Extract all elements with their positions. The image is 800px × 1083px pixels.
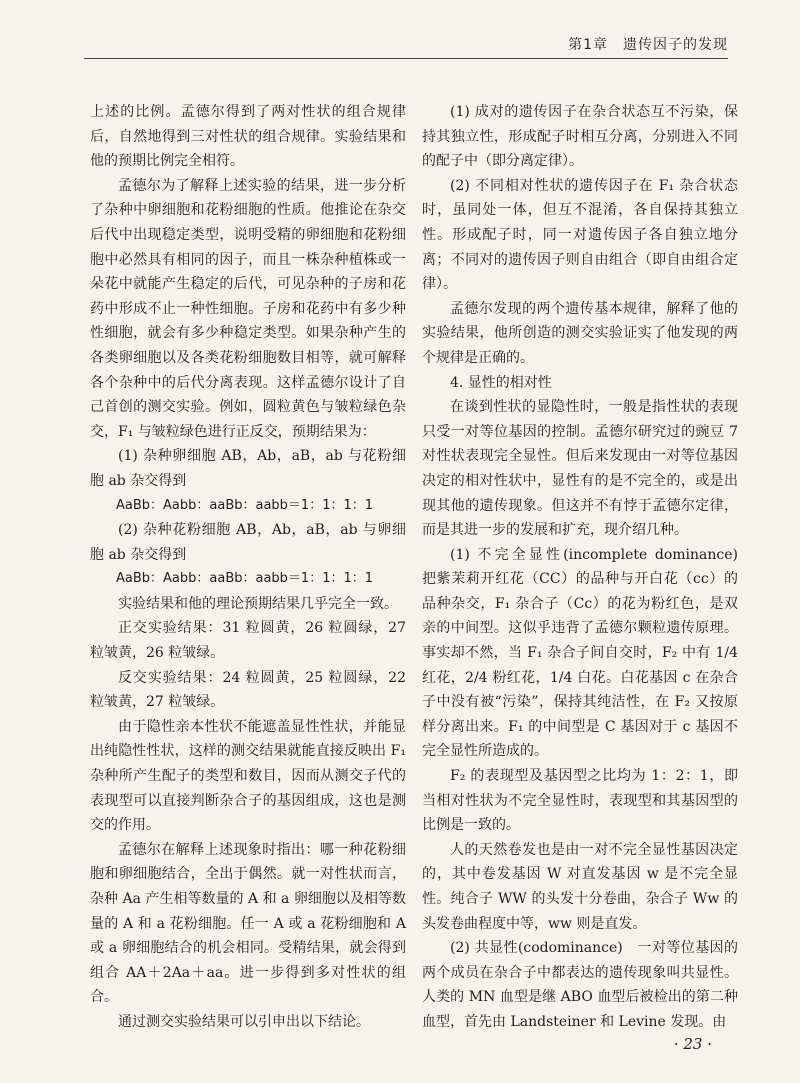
paragraph: 反交实验结果：24 粒圆黄，25 粒圆绿，22 粒皱黄，27 粒皱绿。 — [90, 669, 406, 711]
paragraph: 正交实验结果：31 粒圆黄，26 粒圆绿，27 粒皱黄，26 粒皱绿。 — [90, 620, 406, 662]
paragraph: 实验结果和他的理论预期结果几乎完全一致。 — [118, 595, 398, 612]
paragraph: AaBb：Aabb：aaBb：aabb＝1：1：1：1 — [116, 571, 374, 587]
paragraph: 孟德尔发现的两个遗传基本规律，解释了他的实验结果，他所创造的测交实验证实了他发现的两个规律是正确的。 — [422, 300, 738, 366]
paragraph: (2) 共显性(codominance) 一对等位基因的两个成员在杂合子中都表达的遗传现象叫共显性。人类的 MN 血型是继 ABO 血型后被检出的第二种血型，首先由 Landsteiner 和 Levine 发现。由 — [422, 940, 738, 1030]
running-header — [0, 0, 800, 64]
paragraph: 人的天然卷发也是由一对不完全显性基因决定的，其中卷发基因 W 对直发基因 w 是不完全显性。纯合子 WW 的头发十分卷曲，杂合子 Ww 的头发卷曲程度中等，ww 则是直发。 — [422, 841, 738, 932]
chapter-title: 第1章 遗传因子的发现 — [568, 37, 728, 53]
paragraph: F₂ 的表现型及基因型之比均为 1：2：1，即当相对性状为不完全显性时，表现型和其基因型的比例是一致的。 — [422, 768, 738, 834]
paragraph: 孟德尔在解释上述现象时指出：哪一种花粉细胞和卵细胞结合，全出于偶然。就一对性状而言，杂种 Aa 产生相等数量的 A 和 a 卵细胞以及相等数量的 A 和 a 花粉细胞。任一 A 或 a 花粉细胞和 A 或 a 卵细胞结合的机会相同。受精结果，就会得到组合 AA＋2Aa＋aa。进一步得到多对性状的组合。 — [90, 841, 406, 1006]
right-column — [422, 100, 752, 1035]
header-rule — [84, 58, 728, 59]
paragraph: (2) 不同相对性状的遗传因子在 F₁ 杂合状态时，虽同处一体，但互不混淆，各自保持其独立性。形成配子时，同一对遗传因子各自独立地分离；不同对的遗传因子则自由组合（即自由组合定律）。 — [422, 177, 738, 293]
page-number: · 23 · — [673, 1035, 712, 1053]
paragraph: (1) 杂种卵细胞 AB，Ab，aB，ab 与花粉细胞 ab 杂交得到 — [90, 448, 406, 489]
paragraph: 在谈到性状的显隐性时，一般是指性状的表现只受一对等位基因的控制。孟德尔研究过的豌豆 7 对性状表现完全显性。但后来发现由一对等位基因决定的相对性状中，显性有的是不完全的，或是出现其他的遗传现象。但这并不有悖于孟德尔定律，而是其进一步的发展和扩充，现介绍几种。 — [422, 399, 738, 539]
paragraph: 上述的比例。孟德尔得到了两对性状的组合规律后，自然地得到三对性状的组合规律。实验结果和他的预期比例完全相符。 — [90, 104, 406, 170]
paragraph: (2) 杂种花粉细胞 AB，Ab，aB，ab 与卵细胞 ab 杂交得到 — [90, 522, 406, 563]
left-column — [90, 100, 406, 1035]
paragraph: 通过测交实验结果可以引申出以下结论。 — [118, 1013, 370, 1030]
paragraph: 由于隐性亲本性状不能遮盖显性性状，并能显出纯隐性性状，这样的测交结果就能直接反映出 F₁ 杂种所产生配子的类型和数目，因而从测交子代的表现型可以直接判断杂合子的基因组成，这也是测交的作用。 — [90, 718, 406, 834]
paragraph: (1) 不完全显性(incomplete dominance) 把紫茉莉开红花（CC）的品种与开白花（cc）的品种杂交，F₁ 杂合子（Cc）的花为粉红色，是双亲的中间型。这似乎违背了孟德尔颗粒遗传原理。事实却不然，当 F₁ 杂合子间自交时，F₂ 中有 1/4 红花，2/4 粉红花，1/4 白花。白花基因 c 在杂合子中没有被“污染”，保持其纯洁性，在 F₂ 又按原样分离出来。F₁ 的中间型是 C 基因对于 c 基因不完全显性所造成的。 — [422, 546, 752, 760]
paragraph: (1) 成对的遗传因子在杂合状态互不污染，保持其独立性，形成配子时相互分离，分别进入不同的配子中（即分离定律）。 — [422, 104, 738, 170]
paragraph: AaBb：Aabb：aaBb：aabb＝1：1：1：1 — [116, 497, 374, 513]
paragraph: 4. 显性的相对性 — [450, 374, 552, 391]
paragraph: 孟德尔为了解释上述实验的结果，进一步分析了杂种中卵细胞和花粉细胞的性质。他推论在杂交后代中出现稳定类型，说明受精的卵细胞和花粉细胞中必然具有相同的因子，而且一株杂种植株或一朵花中就能产生稳定的后代，可见杂种的子房和花药中形成不止一种性细胞。子房和花药中有多少种性细胞，就会有多少种稳定类型。如果杂种产生的各类卵细胞以及各类花粉细胞数目相等，就可解释各个杂种中的后代分离表现。这样孟德尔设计了自己首创的测交实验。例如，圆粒黄色与皱粒绿色杂交，F₁ 与皱粒绿色进行正反交，预期结果为： — [90, 177, 406, 440]
